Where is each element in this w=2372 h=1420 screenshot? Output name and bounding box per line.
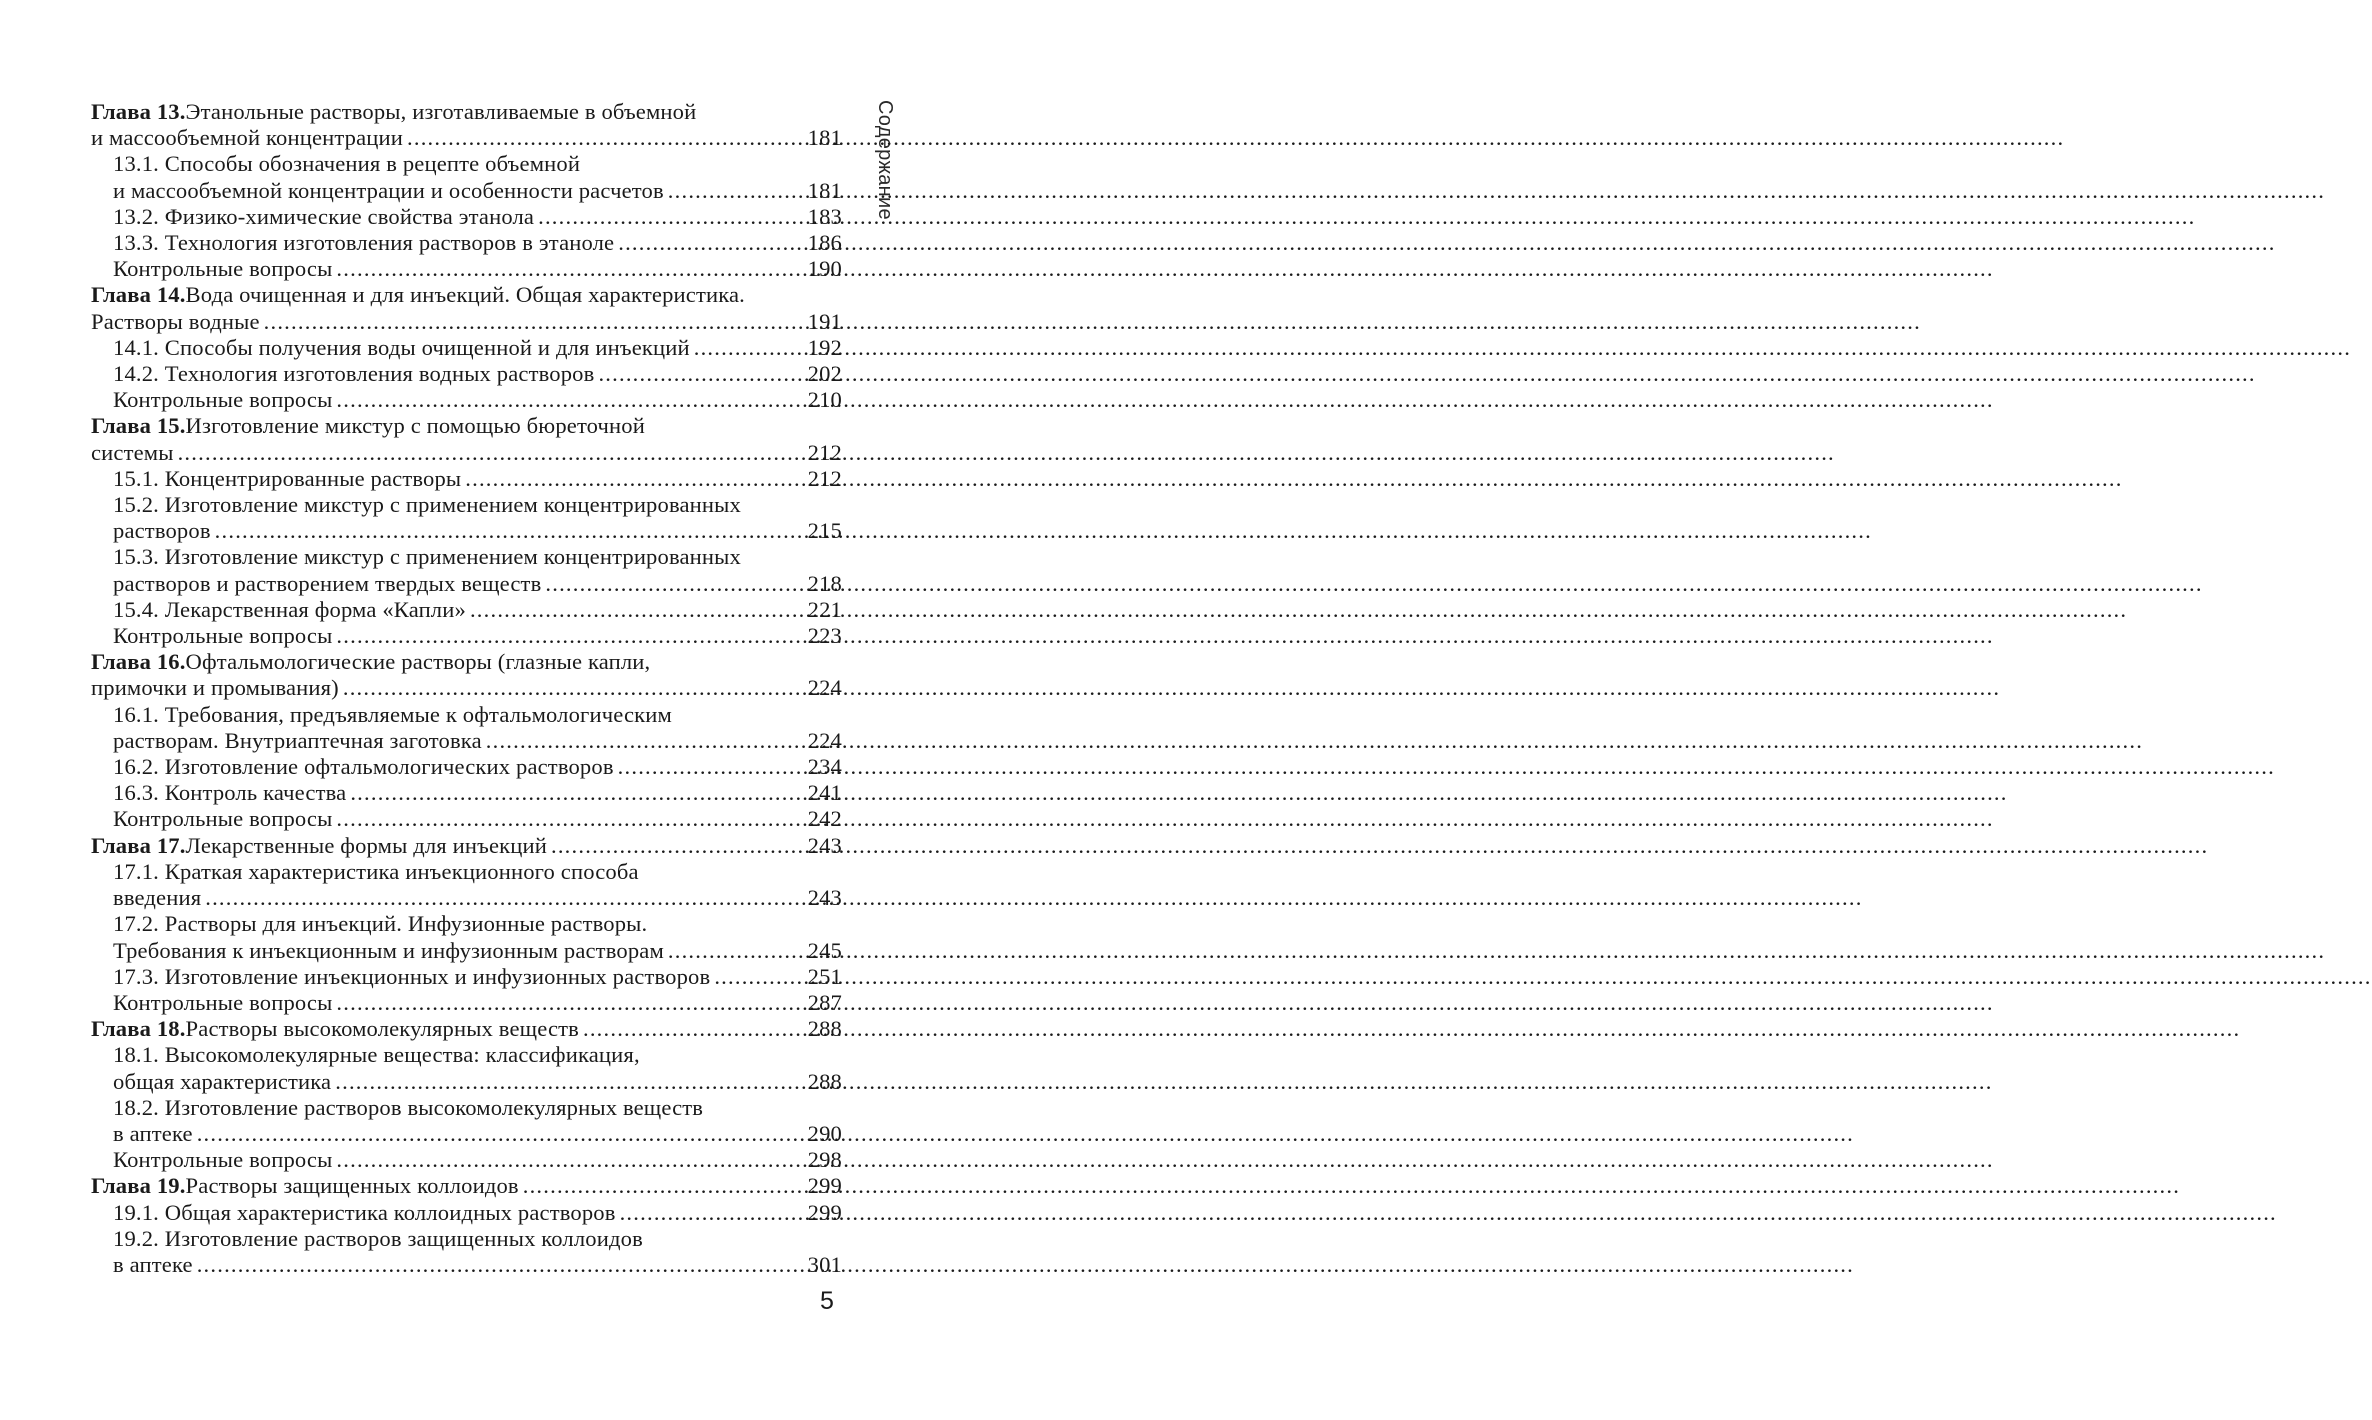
toc-page-number: 221: [807, 596, 842, 622]
toc-page-number: 210: [807, 387, 842, 413]
toc-entry-line: [113, 1069, 842, 1095]
toc-section-entry[interactable]: [91, 387, 842, 413]
toc-section-entry[interactable]: [91, 361, 842, 387]
toc-page-number: 301: [807, 1251, 842, 1277]
toc-entry-text: и массообъемной концентрации и особенности расчетов: [113, 177, 664, 203]
toc-entry-text: 14.2. Технология изготовления водных растворов: [113, 361, 595, 387]
toc-section-entry[interactable]: [91, 492, 842, 544]
toc-entry-text: 16.2. Изготовление офтальмологических растворов: [113, 754, 614, 780]
toc-section-entry[interactable]: [91, 702, 842, 754]
toc-entry-line: [113, 990, 842, 1016]
chapter-label: Глава 16.: [91, 649, 186, 675]
toc-entry-line: [113, 204, 842, 230]
dot-leader: [336, 256, 804, 282]
toc-entry-text: 14.1. Способы получения воды очищенной и для инъекций: [113, 334, 690, 360]
toc-entry-line: [113, 1147, 842, 1173]
toc-page-number: 234: [807, 754, 842, 780]
dot-leader: [583, 1016, 805, 1042]
toc-page-number: 223: [807, 623, 842, 649]
toc-section-entry[interactable]: [91, 544, 842, 596]
dot-leader: [336, 990, 804, 1016]
toc-section-entry[interactable]: [91, 990, 842, 1016]
toc-entry-line: [91, 99, 842, 125]
toc-entry-text: растворам. Внутриаптечная заготовка: [113, 727, 482, 753]
toc-entry-line: [91, 675, 842, 701]
toc-entry-line: [113, 544, 842, 570]
chapter-label: Глава 15.: [91, 413, 186, 439]
toc-entry-text: Офтальмологические растворы (глазные капли,: [185, 649, 651, 675]
toc-section-entry[interactable]: [91, 806, 842, 832]
dot-leader: [407, 125, 805, 151]
toc-section-entry[interactable]: [91, 335, 842, 361]
dot-leader: [551, 833, 805, 859]
chapter-label: Глава 19.: [91, 1173, 186, 1199]
toc-section-entry[interactable]: [91, 964, 842, 990]
toc-entry-text: 13.3. Технология изготовления растворов в этаноле: [113, 230, 615, 256]
toc-entry-line: [91, 440, 842, 466]
dot-leader: [714, 964, 804, 990]
toc-entry-text: 15.2. Изготовление микстур с применением концентрированных: [113, 492, 741, 518]
toc-page-number: 218: [807, 570, 842, 596]
dot-leader: [668, 178, 805, 204]
toc-entry-line: [113, 387, 842, 413]
toc-entry-line: [113, 728, 842, 754]
toc-entry-line: [91, 309, 842, 335]
dot-leader: [618, 230, 804, 256]
toc-section-entry[interactable]: [91, 230, 842, 256]
toc-entry-text: 13.2. Физико-химические свойства этанола: [113, 203, 535, 229]
toc-entry-text: 15.3. Изготовление микстур с применением концентрированных: [113, 544, 741, 570]
toc-entry-line: [113, 230, 842, 256]
toc-entry-text: 16.1. Требования, предъявляемые к офтальмологическим: [113, 701, 672, 727]
toc-page-number: 186: [807, 230, 842, 256]
toc-section-entry[interactable]: [91, 859, 842, 911]
toc-entry-text: в аптеке: [113, 1251, 193, 1277]
toc-page-number: 243: [807, 885, 842, 911]
toc-entry-text: Контрольные вопросы: [113, 806, 333, 832]
toc-chapter-entry[interactable]: [91, 413, 842, 465]
dot-leader: [205, 885, 804, 911]
toc-page-number: 290: [807, 1120, 842, 1146]
toc-page-number: 190: [807, 256, 842, 282]
dot-leader: [465, 466, 804, 492]
toc-entry-text: 13.1. Способы обозначения в рецепте объемной: [113, 151, 581, 177]
toc-page-number: 191: [807, 308, 842, 334]
toc-entry-text: Контрольные вопросы: [113, 387, 333, 413]
dot-leader: [336, 623, 804, 649]
toc-entry-text: 18.1. Высокомолекулярные вещества: классификация,: [113, 1042, 640, 1068]
toc-section-entry[interactable]: [91, 204, 842, 230]
toc-entry-line: [91, 649, 842, 675]
toc-entry-text: Растворы защищенных коллоидов: [185, 1173, 519, 1199]
toc-page-number: 202: [807, 361, 842, 387]
running-header: Содержание: [874, 100, 896, 220]
toc-entry-line: [113, 335, 842, 361]
toc-section-entry[interactable]: [91, 754, 842, 780]
toc-entry-line: [113, 859, 842, 885]
dot-leader: [538, 204, 805, 230]
toc-entry-line: [91, 833, 842, 859]
toc-page-number: 224: [807, 727, 842, 753]
dot-leader: [336, 387, 804, 413]
dot-leader: [197, 1252, 805, 1278]
toc-entry-text: 15.4. Лекарственная форма «Капли»: [113, 596, 466, 622]
toc-page-number: 241: [807, 780, 842, 806]
toc-entry-text: введения: [113, 885, 202, 911]
toc-section-entry[interactable]: [91, 597, 842, 623]
toc-entry-line: [113, 178, 842, 204]
toc-section-entry[interactable]: [91, 1042, 842, 1094]
dot-leader: [264, 309, 805, 335]
toc-page-number: 215: [807, 518, 842, 544]
toc-section-entry[interactable]: [91, 623, 842, 649]
toc-page-number: 245: [807, 937, 842, 963]
toc-entry-line: [113, 623, 842, 649]
toc-page-number: 288: [807, 1016, 842, 1042]
toc-entry-text: 16.3. Контроль качества: [113, 780, 347, 806]
toc-entry-line: [113, 780, 842, 806]
toc-section-entry[interactable]: [91, 1226, 842, 1278]
chapter-label: Глава 18.: [91, 1016, 186, 1042]
dot-leader: [178, 440, 805, 466]
toc-entry-line: [113, 702, 842, 728]
toc-section-entry[interactable]: [91, 780, 842, 806]
dot-leader: [197, 1121, 805, 1147]
toc-entry-line: [113, 964, 842, 990]
toc-entry-line: [91, 413, 842, 439]
toc-page-number: 242: [807, 806, 842, 832]
chapter-label: Глава 14.: [91, 282, 186, 308]
toc-section-entry[interactable]: [91, 1200, 842, 1226]
toc-chapter-entry[interactable]: [91, 282, 842, 334]
toc-entry-line: [113, 1095, 842, 1121]
toc-entry-line: [91, 125, 842, 151]
toc-entry-text: Изготовление микстур с помощью бюреточной: [185, 413, 645, 439]
toc-entry-line: [113, 256, 842, 282]
toc-page-number: 183: [807, 203, 842, 229]
toc-entry-line: [113, 466, 842, 492]
toc-page-number: 288: [807, 1068, 842, 1094]
toc-entry-line: [113, 151, 842, 177]
toc-entry-line: [113, 1226, 842, 1252]
dot-leader: [486, 728, 805, 754]
toc-page-number: 298: [807, 1147, 842, 1173]
toc-entry-text: Лекарственные формы для инъекций: [185, 832, 547, 858]
toc-page-number: 212: [807, 439, 842, 465]
toc-chapter-entry[interactable]: [91, 649, 842, 701]
dot-leader: [215, 518, 805, 544]
toc-entry-line: [113, 1252, 842, 1278]
toc-entry-text: Контрольные вопросы: [113, 1147, 333, 1173]
toc-page-number: 192: [807, 334, 842, 360]
toc-entry-text: 17.2. Растворы для инъекций. Инфузионные растворы.: [113, 911, 648, 937]
toc-chapter-entry[interactable]: [91, 1173, 842, 1199]
toc-entry-text: в аптеке: [113, 1120, 193, 1146]
toc-entry-line: [91, 1016, 842, 1042]
toc-entry-line: [113, 571, 842, 597]
toc-entry-text: растворов и растворением твердых веществ: [113, 570, 542, 596]
toc-entry-text: общая характеристика: [113, 1068, 332, 1094]
toc-entry-text: Контрольные вопросы: [113, 256, 333, 282]
dot-leader: [523, 1173, 805, 1199]
toc-page-number: 299: [807, 1173, 842, 1199]
toc-section-entry[interactable]: [91, 466, 842, 492]
toc-entry-line: [113, 911, 842, 937]
toc-chapter-entry[interactable]: [91, 833, 842, 859]
dot-leader: [618, 754, 805, 780]
toc-entry-line: [91, 282, 842, 308]
dot-leader: [343, 675, 805, 701]
toc-entry-line: [113, 518, 842, 544]
toc-page-number: 287: [807, 989, 842, 1015]
toc-entry-text: и массообъемной концентрации: [91, 125, 404, 151]
page-number: 5: [820, 1287, 834, 1315]
toc-entry-text: 19.2. Изготовление растворов защищенных коллоидов: [113, 1225, 643, 1251]
dot-leader: [598, 361, 804, 387]
toc-page-number: 251: [807, 963, 842, 989]
toc-entry-text: Контрольные вопросы: [113, 623, 333, 649]
toc-entry-line: [91, 1173, 842, 1199]
dot-leader: [335, 1069, 804, 1095]
toc-entry-text: растворов: [113, 518, 211, 544]
dot-leader: [336, 1147, 804, 1173]
toc-page-number: 181: [807, 125, 842, 151]
dot-leader: [620, 1200, 805, 1226]
toc-entry-line: [113, 361, 842, 387]
toc-entry-line: [113, 806, 842, 832]
toc-entry-line: [113, 938, 842, 964]
toc-section-entry[interactable]: [91, 1147, 842, 1173]
toc-entry-line: [113, 1121, 842, 1147]
toc-chapter-entry[interactable]: [91, 1016, 842, 1042]
toc-chapter-entry[interactable]: [91, 99, 842, 151]
toc-section-entry[interactable]: [91, 151, 842, 203]
toc-entry-text: 17.3. Изготовление инъекционных и инфузионных растворов: [113, 963, 711, 989]
toc-entry-line: [113, 597, 842, 623]
table-of-contents: [91, 99, 842, 1278]
toc-page-number: 243: [807, 832, 842, 858]
toc-entry-text: Вода очищенная и для инъекций. Общая характеристика.: [185, 282, 745, 308]
chapter-label: Глава 13.: [91, 99, 186, 124]
dot-leader: [350, 780, 804, 806]
toc-page-number: 181: [807, 177, 842, 203]
toc-entry-text: примочки и промывания): [91, 675, 339, 701]
toc-section-entry[interactable]: [91, 256, 842, 282]
toc-entry-text: Растворы высокомолекулярных веществ: [185, 1016, 579, 1042]
toc-section-entry[interactable]: [91, 1095, 842, 1147]
toc-entry-line: [113, 754, 842, 780]
dot-leader: [470, 597, 805, 623]
toc-entry-line: [113, 1200, 842, 1226]
toc-entry-line: [113, 492, 842, 518]
toc-entry-text: 15.1. Концентрированные растворы: [113, 465, 462, 491]
toc-entry-text: Контрольные вопросы: [113, 989, 333, 1015]
toc-entry-text: 19.1. Общая характеристика коллоидных растворов: [113, 1199, 616, 1225]
dot-leader: [694, 335, 805, 361]
toc-entry-text: 18.2. Изготовление растворов высокомолекулярных веществ: [113, 1094, 704, 1120]
dot-leader: [668, 938, 805, 964]
toc-section-entry[interactable]: [91, 911, 842, 963]
toc-page-number: 299: [807, 1199, 842, 1225]
toc-entry-line: [113, 885, 842, 911]
chapter-label: Глава 17.: [91, 832, 186, 858]
toc-page-number: 224: [807, 675, 842, 701]
toc-entry-text: системы: [91, 439, 174, 465]
toc-entry-text: 17.1. Краткая характеристика инъекционного способа: [113, 858, 639, 884]
toc-page-number: 212: [807, 465, 842, 491]
dot-leader: [545, 571, 804, 597]
dot-leader: [336, 806, 804, 832]
toc-entry-line: [113, 1042, 842, 1068]
toc-entry-text: Этанольные растворы, изготавливаемые в объемной: [185, 99, 697, 124]
toc-entry-text: Требования к инъекционным и инфузионным растворам: [113, 937, 664, 963]
toc-entry-text: Растворы водные: [91, 308, 260, 334]
